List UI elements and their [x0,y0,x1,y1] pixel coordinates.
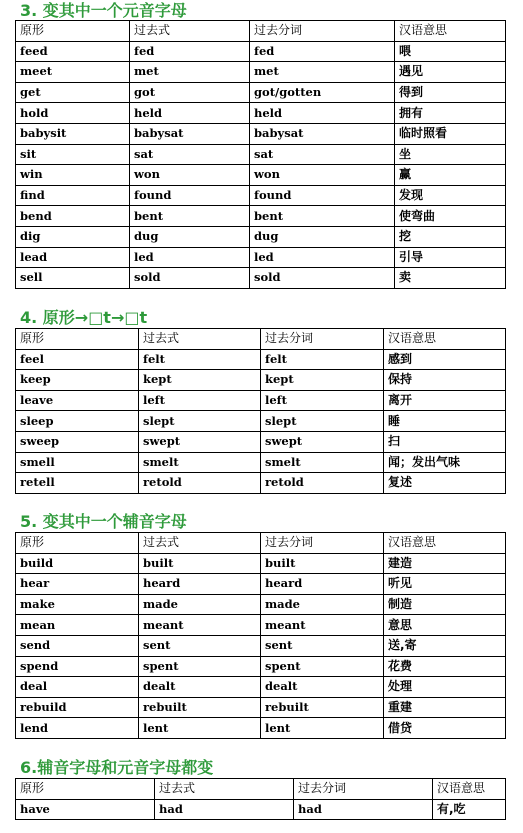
column-header: 汉语意思 [433,779,506,800]
past-participle-cell: slept [261,411,384,432]
table-row [16,62,506,83]
base-form-cell: sit [16,144,130,165]
column-header: 过去分词 [261,533,384,554]
base-form-cell: keep [16,370,139,391]
table-row [16,656,506,677]
meaning-cell: 扫 [384,431,506,452]
past-tense-cell: left [139,390,261,411]
column-header: 原形 [16,779,155,800]
base-form-cell: retell [16,473,139,494]
past-tense-cell: bent [130,206,250,227]
meaning-cell: 有,吃 [433,799,506,820]
table-header-row [16,21,506,42]
base-form-cell: feed [16,41,130,62]
base-form-cell: sleep [16,411,139,432]
past-tense-cell: spent [139,656,261,677]
table-row [16,594,506,615]
past-tense-cell: held [130,103,250,124]
column-header: 过去分词 [261,329,384,350]
meaning-cell: 引导 [395,247,506,268]
meaning-cell: 建造 [384,553,506,574]
table-header-row [16,533,506,554]
meaning-cell: 使弯曲 [395,206,506,227]
verb-table [15,328,506,494]
past-participle-cell: sold [250,268,395,289]
table-row [16,123,506,144]
table-header-row [16,329,506,350]
past-participle-cell: spent [261,656,384,677]
base-form-cell: find [16,185,130,206]
table-row [16,349,506,370]
base-form-cell: meet [16,62,130,83]
meaning-cell: 保持 [384,370,506,391]
table-row [16,165,506,186]
past-participle-cell: led [250,247,395,268]
meaning-cell: 卖 [395,268,506,289]
base-form-cell: hold [16,103,130,124]
meaning-cell: 闻；发出气味 [384,452,506,473]
past-participle-cell: felt [261,349,384,370]
base-form-cell: sweep [16,431,139,452]
past-participle-cell: met [250,62,395,83]
section-title: 3. 变其中一个元音字母 [20,1,187,20]
table-header-row [16,779,506,800]
meaning-cell: 复述 [384,473,506,494]
meaning-cell: 得到 [395,82,506,103]
meaning-cell: 挖 [395,226,506,247]
table-row [16,41,506,62]
table-row [16,635,506,656]
column-header: 过去式 [155,779,294,800]
verb-table [15,532,506,739]
past-participle-cell: retold [261,473,384,494]
base-form-cell: win [16,165,130,186]
table-row [16,615,506,636]
base-form-cell: spend [16,656,139,677]
past-tense-cell: babysat [130,123,250,144]
past-tense-cell: sat [130,144,250,165]
meaning-cell: 坐 [395,144,506,165]
past-participle-cell: bent [250,206,395,227]
past-tense-cell: dealt [139,677,261,698]
meaning-cell: 处理 [384,677,506,698]
table-row [16,718,506,739]
base-form-cell: get [16,82,130,103]
past-participle-cell: sent [261,635,384,656]
past-tense-cell: won [130,165,250,186]
table-row [16,268,506,289]
past-tense-cell: smelt [139,452,261,473]
base-form-cell: deal [16,677,139,698]
table-row [16,697,506,718]
base-form-cell: make [16,594,139,615]
past-participle-cell: fed [250,41,395,62]
column-header: 过去分词 [294,779,433,800]
meaning-cell: 睡 [384,411,506,432]
column-header: 原形 [16,329,139,350]
past-tense-cell: led [130,247,250,268]
base-form-cell: hear [16,574,139,595]
base-form-cell: rebuild [16,697,139,718]
table-row [16,226,506,247]
past-participle-cell: smelt [261,452,384,473]
base-form-cell: babysit [16,123,130,144]
past-participle-cell: babysat [250,123,395,144]
meaning-cell: 制造 [384,594,506,615]
column-header: 原形 [16,533,139,554]
column-header: 过去式 [139,329,261,350]
base-form-cell: send [16,635,139,656]
meaning-cell: 临时照看 [395,123,506,144]
base-form-cell: feel [16,349,139,370]
past-participle-cell: won [250,165,395,186]
column-header: 原形 [16,21,130,42]
past-tense-cell: made [139,594,261,615]
past-tense-cell: slept [139,411,261,432]
past-tense-cell: swept [139,431,261,452]
base-form-cell: lead [16,247,130,268]
meaning-cell: 喂 [395,41,506,62]
past-tense-cell: got [130,82,250,103]
table-row [16,103,506,124]
column-header: 汉语意思 [384,533,506,554]
meaning-cell: 送,寄 [384,635,506,656]
past-tense-cell: rebuilt [139,697,261,718]
meaning-cell: 遇见 [395,62,506,83]
base-form-cell: have [16,799,155,820]
past-participle-cell: got/gotten [250,82,395,103]
table-row [16,206,506,227]
past-participle-cell: rebuilt [261,697,384,718]
past-participle-cell: held [250,103,395,124]
past-participle-cell: swept [261,431,384,452]
column-header: 过去分词 [250,21,395,42]
past-participle-cell: found [250,185,395,206]
table-row [16,144,506,165]
past-tense-cell: had [155,799,294,820]
past-participle-cell: had [294,799,433,820]
base-form-cell: mean [16,615,139,636]
base-form-cell: build [16,553,139,574]
past-tense-cell: lent [139,718,261,739]
verb-table [15,20,506,289]
past-participle-cell: left [261,390,384,411]
section-title: 5. 变其中一个辅音字母 [20,512,187,531]
past-participle-cell: dug [250,226,395,247]
base-form-cell: sell [16,268,130,289]
base-form-cell: leave [16,390,139,411]
past-participle-cell: dealt [261,677,384,698]
meaning-cell: 借贷 [384,718,506,739]
section-title: 6.辅音字母和元音字母都变 [20,758,214,777]
table-row [16,370,506,391]
past-tense-cell: dug [130,226,250,247]
past-tense-cell: sent [139,635,261,656]
table-row [16,799,506,820]
table-row [16,247,506,268]
table-row [16,390,506,411]
meaning-cell: 听见 [384,574,506,595]
past-tense-cell: found [130,185,250,206]
past-tense-cell: heard [139,574,261,595]
column-header: 汉语意思 [395,21,506,42]
meaning-cell: 感到 [384,349,506,370]
meaning-cell: 发现 [395,185,506,206]
table-row [16,431,506,452]
past-participle-cell: made [261,594,384,615]
past-tense-cell: sold [130,268,250,289]
past-tense-cell: meant [139,615,261,636]
column-header: 过去式 [139,533,261,554]
past-tense-cell: fed [130,41,250,62]
past-tense-cell: built [139,553,261,574]
past-participle-cell: heard [261,574,384,595]
table-row [16,411,506,432]
past-participle-cell: meant [261,615,384,636]
verb-table [15,778,506,820]
meaning-cell: 赢 [395,165,506,186]
meaning-cell: 拥有 [395,103,506,124]
past-tense-cell: met [130,62,250,83]
section-title: 4. 原形→□t→□t [20,308,148,327]
column-header: 过去式 [130,21,250,42]
base-form-cell: dig [16,226,130,247]
past-participle-cell: built [261,553,384,574]
base-form-cell: bend [16,206,130,227]
table-row [16,82,506,103]
meaning-cell: 意思 [384,615,506,636]
past-participle-cell: lent [261,718,384,739]
base-form-cell: lend [16,718,139,739]
table-row [16,553,506,574]
table-row [16,452,506,473]
column-header: 汉语意思 [384,329,506,350]
base-form-cell: smell [16,452,139,473]
past-tense-cell: felt [139,349,261,370]
table-row [16,473,506,494]
past-participle-cell: kept [261,370,384,391]
meaning-cell: 离开 [384,390,506,411]
past-tense-cell: kept [139,370,261,391]
table-row [16,185,506,206]
meaning-cell: 重建 [384,697,506,718]
past-tense-cell: retold [139,473,261,494]
past-participle-cell: sat [250,144,395,165]
table-row [16,574,506,595]
table-row [16,677,506,698]
meaning-cell: 花费 [384,656,506,677]
